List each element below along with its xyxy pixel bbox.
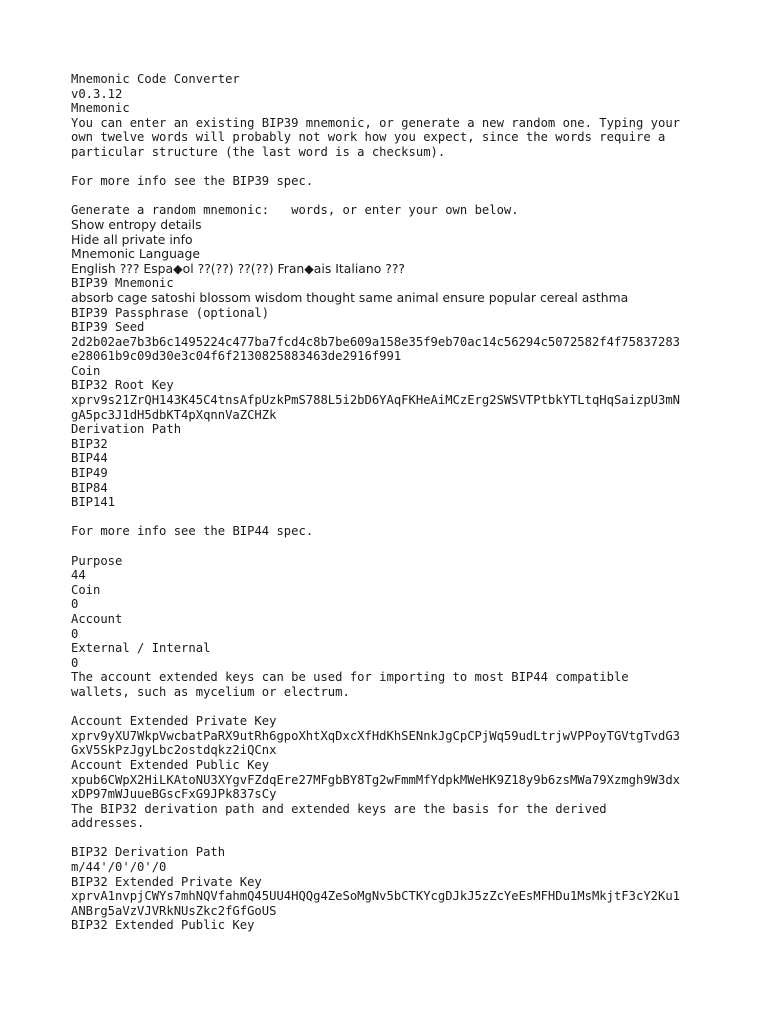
account-xpub-label: Account Extended Public Key: [71, 757, 270, 772]
mnemonic-heading: Mnemonic: [71, 101, 130, 116]
generate-row: [71, 203, 761, 218]
bip39-info-prefix: For more info see the: [71, 174, 233, 189]
language-option-english[interactable]: English: [71, 261, 116, 276]
seed-label: BIP39 Seed: [71, 320, 145, 335]
purpose-label: Purpose: [71, 553, 123, 568]
intro-text-line-1: You can enter an existing BIP39 mnemonic, or generate a new random one. Typing your: [71, 115, 681, 130]
coin-index-field[interactable]: 0: [71, 597, 79, 612]
language-option-spanish[interactable]: Espa◆ol: [143, 261, 194, 276]
account-xprv-field-line-2[interactable]: GxV5SkPzJgyLbc2ostdqkz2iQCnx: [71, 743, 277, 758]
hide-private-info-toggle[interactable]: Hide all private info: [71, 232, 193, 247]
bip39-info-suffix: .: [305, 174, 314, 189]
tab-bip141[interactable]: BIP141: [71, 495, 116, 510]
bip32-xprv-field-line-1[interactable]: xprvA1nvpjCWYs7mhNQVfahmQ45UU4HQQg4ZeSoMgNv5bCTKYcgDJkJ5zZcYeEsMFHDu1MsMkjtF3cY2Ku1: [71, 889, 681, 904]
language-option-french[interactable]: Fran◆ais: [277, 261, 332, 276]
root-key-field-line-2[interactable]: gA5pc3J1dH5dbKT4pXqnnVaZCHZk: [71, 407, 277, 422]
version-label: v0.3.12: [71, 86, 123, 101]
tab-bip44[interactable]: BIP44: [71, 451, 108, 466]
generate-row-text: a random mnemonic: words, or enter your own below.: [129, 203, 519, 218]
root-key-label: BIP32 Root Key: [71, 378, 174, 393]
derivation-path-label: Derivation Path: [71, 422, 182, 437]
account-note-line-2: wallets, such as mycelium or electrum.: [71, 684, 350, 699]
account-note-line-1: The account extended keys can be used for importing to most BIP44 compatible: [71, 670, 629, 685]
account-xprv-field-line-1[interactable]: xprv9yXU7WkpVwcbatPaRX9utRh6gpoXhtXqDxcXfHdKhSENnkJgCpCPjWq59udLtrjwVPPoyTGVtgTvdG3: [71, 728, 681, 743]
change-field[interactable]: 0: [71, 655, 79, 670]
coin-index-label: Coin: [71, 582, 101, 597]
bip32-xpub-label: BIP32 Extended Public Key: [71, 918, 255, 933]
mnemonic-language-label: Mnemonic Language: [71, 247, 201, 262]
seed-field-line-1[interactable]: 2d2b02ae7b3b6c1495224c477ba7fcd4c8b7be609a158e35f9eb70ac14c56294c5072582f4f75837283: [71, 334, 681, 349]
bip39-mnemonic-label: BIP39 Mnemonic: [71, 276, 174, 291]
generate-button[interactable]: Generate: [71, 203, 130, 218]
page-document: [71, 72, 761, 933]
bip44-info-prefix: For more info see the: [71, 524, 233, 539]
language-option-italian[interactable]: Italiano: [335, 261, 382, 276]
bip32-xprv-field-line-2[interactable]: ANBrg5aVzVJVRkNUsZkc2fGfGoUS: [71, 903, 277, 918]
bip44-info-suffix: .: [305, 524, 314, 539]
bip32-path-field[interactable]: m/44'/0'/0'/0: [71, 860, 167, 875]
language-option-chinese-simplified[interactable]: ??(??): [197, 261, 234, 276]
tab-bip32[interactable]: BIP32: [71, 436, 108, 451]
purpose-field[interactable]: 44: [71, 568, 86, 583]
language-option-japanese[interactable]: ???: [119, 261, 140, 276]
account-label: Account: [71, 611, 123, 626]
bip32-path-label: BIP32 Derivation Path: [71, 845, 226, 860]
account-xprv-label: Account Extended Private Key: [71, 714, 277, 729]
coin-label: Coin: [71, 363, 101, 378]
bip39-info-line: [71, 174, 761, 189]
bip44-info-line: [71, 524, 761, 539]
change-label: External / Internal: [71, 641, 211, 656]
page-title: Mnemonic Code Converter: [71, 72, 240, 86]
language-option-korean[interactable]: ???: [385, 261, 405, 276]
tab-bip84[interactable]: BIP84: [71, 480, 108, 495]
bip39-spec-link[interactable]: BIP39 spec: [232, 174, 306, 189]
bip44-spec-link[interactable]: BIP44 spec: [232, 524, 306, 539]
passphrase-label: BIP39 Passphrase (optional): [71, 305, 270, 320]
bip39-mnemonic-field[interactable]: absorb cage satoshi blossom wisdom thought same animal ensure popular cereal asthma: [71, 290, 629, 305]
tab-bip49[interactable]: BIP49: [71, 466, 108, 481]
language-options-row: [71, 262, 761, 277]
account-field[interactable]: 0: [71, 626, 79, 641]
show-entropy-toggle[interactable]: Show entropy details: [71, 217, 202, 232]
account-xpub-field-line-2[interactable]: xDP97mWJuueBGscFxG9JPk837sCy: [71, 787, 277, 802]
seed-field-line-2[interactable]: e28061b9c09d30e3c04f6f2130825883463de2916f991: [71, 349, 402, 364]
account-xpub-field-line-1[interactable]: xpub6CWpX2HiLKAtoNU3XYgvFZdqEre27MFgbBY8Tg2wFmmMfYdpkMWeHK9Z18y9b6zsMWa79Xzmgh9W3dx: [71, 772, 681, 787]
language-option-chinese-traditional[interactable]: ??(??): [237, 261, 274, 276]
bip32-xprv-label: BIP32 Extended Private Key: [71, 874, 262, 889]
bip32-note-line-2: addresses.: [71, 816, 145, 831]
intro-text-line-2: own twelve words will probably not work how you expect, since the words require a: [71, 130, 666, 145]
bip32-note-line-1: The BIP32 derivation path and extended keys are the basis for the derived: [71, 801, 607, 816]
root-key-field-line-1[interactable]: xprv9s21ZrQH143K45C4tnsAfpUzkPmS788L5i2bD6YAqFKHeAiMCzErg2SWSVTPtbkYTLtqHqSaizpU3mN: [71, 393, 681, 408]
intro-text-line-3: particular structure (the last word is a checksum).: [71, 144, 446, 159]
